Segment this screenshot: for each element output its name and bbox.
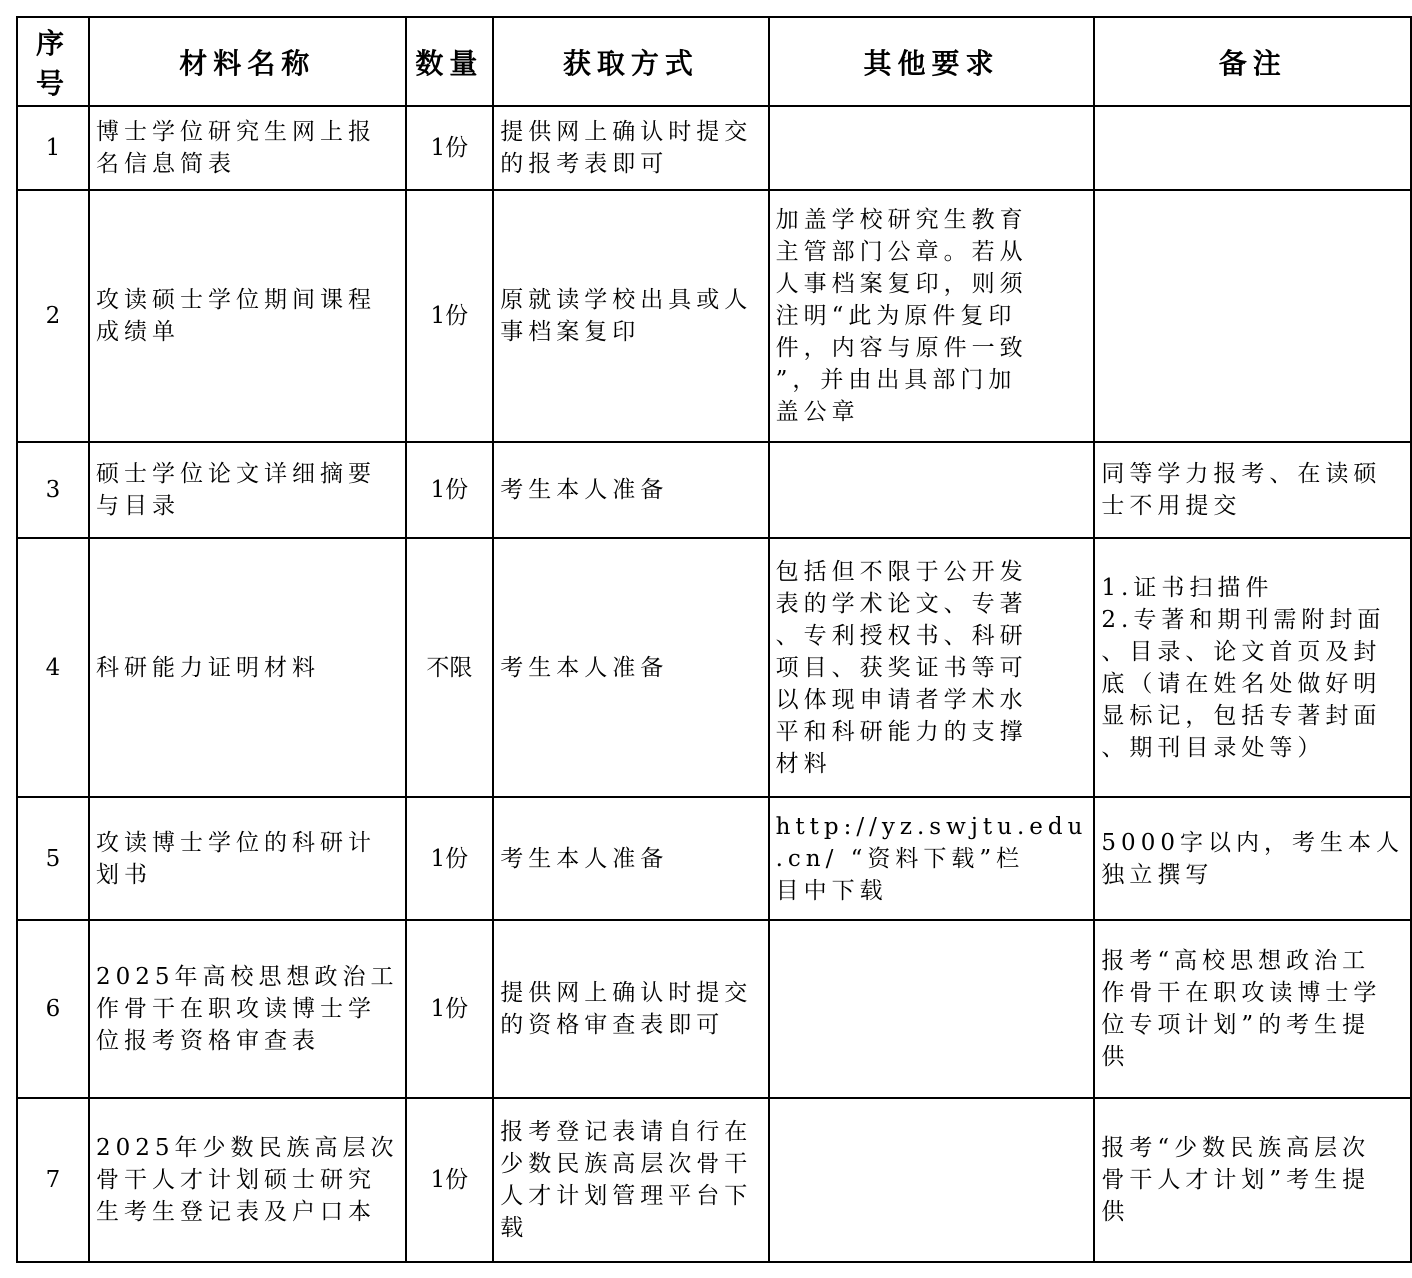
cell-method [493,442,768,538]
cell-other-requirements [769,106,1095,190]
cell-line: 攻读硕士学位期间课程 [96,287,376,313]
cell-method [493,190,768,442]
cell-line: 报考登记表请自行在 [500,1119,753,1145]
cell-other-requirements [769,190,1095,442]
table-row [17,106,1411,190]
header-index: 序号 [17,17,89,106]
cell-quantity: 1份 [406,442,494,538]
cell-line: 考生本人准备 [500,845,669,872]
cell-line: 科研能力证明材料 [96,654,320,681]
cell-line: 材料 [775,750,832,777]
cell-line: 供 [1101,1199,1130,1225]
cell-line: 、专利授权书、科研 [775,622,1028,649]
cell-material-name [89,106,406,190]
cell-line: 士不用提交 [1101,493,1242,519]
cell-line: 报考“少数民族高层次 [1101,1135,1371,1161]
cell-line: 人事档案复印，则须 [775,271,1028,297]
cell-other-requirements [769,797,1095,920]
table-row [17,538,1411,797]
header-method: 获取方式 [493,17,768,106]
cell-line: 项目、获奖证书等可 [775,654,1028,681]
cell-other-requirements [769,442,1095,538]
cell-method [493,538,768,797]
cell-line: 博士学位研究生网上报 [96,119,376,145]
cell-line: 划书 [96,861,152,888]
cell-other-requirements [769,1098,1095,1262]
cell-other-requirements [769,538,1095,797]
table-row [17,1098,1411,1262]
header-notes: 备注 [1094,17,1411,106]
cell-line: 2025年少数民族高层次 [96,1135,399,1161]
cell-material-name [89,1098,406,1262]
cell-line: 与目录 [96,493,180,519]
cell-line: 成绩单 [96,319,180,345]
header-other-requirements: 其他要求 [769,17,1095,106]
cell-material-name [89,538,406,797]
cell-notes [1094,797,1411,920]
cell-line: 作骨干在职攻读博士学 [96,996,376,1022]
cell-line: 骨干人才计划硕士研究 [96,1167,376,1193]
cell-line: 攻读博士学位的科研计 [96,829,376,856]
cell-method [493,920,768,1098]
cell-line: 骨干人才计划”考生提 [1101,1167,1371,1193]
cell-line: 以体现申请者学术水 [775,686,1028,713]
cell-line: 独立撰写 [1101,861,1214,888]
cell-line: 注明“此为原件复印 [775,303,1017,329]
cell-line: 的资格审查表即可 [500,1012,725,1038]
cell-line: 位专项计划”的考生提 [1101,1012,1371,1038]
cell-quantity: 1份 [406,1098,494,1262]
cell-line: 生考生登记表及户口本 [96,1199,376,1225]
cell-index: 6 [17,920,89,1098]
cell-line: 考生本人准备 [500,654,669,681]
cell-line: 硕士学位论文详细摘要 [96,461,376,487]
cell-index: 5 [17,797,89,920]
cell-line: 5000字以内，考生本人 [1101,829,1404,856]
cell-material-name [89,442,406,538]
cell-quantity: 1份 [406,920,494,1098]
cell-line: 载 [500,1215,529,1241]
table-row [17,920,1411,1098]
header-row [17,17,1411,106]
cell-notes [1094,106,1411,190]
cell-method [493,1098,768,1262]
cell-line: 、目录、论文首页及封 [1101,638,1382,665]
cell-line: 事档案复印 [500,319,641,345]
cell-material-name [89,190,406,442]
header-material-name: 材料名称 [89,17,406,106]
cell-line: 供 [1101,1044,1130,1070]
cell-line: 底（请在姓名处做好明 [1101,670,1382,697]
cell-quantity: 不限 [406,538,494,797]
cell-notes [1094,442,1411,538]
cell-quantity: 1份 [406,106,494,190]
cell-line: 作骨干在职攻读博士学 [1101,980,1382,1006]
cell-line: 提供网上确认时提交 [500,119,753,145]
cell-line: 提供网上确认时提交 [500,980,753,1006]
cell-line: 报考“高校思想政治工 [1101,948,1371,974]
cell-line: 显标记，包括专著封面 [1101,702,1382,729]
cell-line: 加盖学校研究生教育 [775,207,1028,233]
cell-index: 4 [17,538,89,797]
cell-material-name [89,797,406,920]
cell-line: ”，并由出具部门加 [775,367,1017,393]
cell-line: 2.专著和期刊需附封面 [1101,606,1386,633]
cell-index: 2 [17,190,89,442]
materials-table [16,16,1412,1263]
cell-other-requirements [769,920,1095,1098]
header-quantity: 数量 [406,17,494,106]
cell-line: 盖公章 [775,399,860,425]
cell-line: 名信息简表 [96,151,236,177]
cell-line: 件，内容与原件一致 [775,335,1028,361]
cell-method [493,106,768,190]
cell-material-name [89,920,406,1098]
cell-index: 1 [17,106,89,190]
cell-line: 目中下载 [775,877,888,904]
cell-line: 同等学力报考、在读硕 [1101,461,1382,487]
cell-line: 表的学术论文、专著 [775,590,1028,617]
cell-line: 位报考资格审查表 [96,1028,320,1054]
cell-line: 2025年高校思想政治工 [96,964,399,990]
cell-line: 、期刊目录处等） [1101,734,1326,761]
cell-notes [1094,920,1411,1098]
cell-line: 平和科研能力的支撑 [775,718,1028,745]
cell-notes [1094,190,1411,442]
cell-line: 的报考表即可 [500,151,669,177]
cell-line: 包括但不限于公开发 [775,558,1028,585]
cell-line: 1.证书扫描件 [1101,574,1274,601]
cell-notes [1094,1098,1411,1262]
cell-index: 7 [17,1098,89,1262]
table-row [17,442,1411,538]
cell-quantity: 1份 [406,797,494,920]
cell-notes [1094,538,1411,797]
cell-line: 考生本人准备 [500,477,669,503]
table-row [17,190,1411,442]
cell-line: 主管部门公章。若从 [775,239,1028,265]
cell-line: 原就读学校出具或人 [500,287,753,313]
cell-line: http://yz.swjtu.edu [775,813,1088,840]
cell-index: 3 [17,442,89,538]
cell-quantity: 1份 [406,190,494,442]
table-row [17,797,1411,920]
cell-line: .cn/ “资料下载”栏 [775,845,1025,872]
cell-method [493,797,768,920]
cell-line: 人才计划管理平台下 [500,1183,753,1209]
cell-line: 少数民族高层次骨干 [500,1151,753,1177]
